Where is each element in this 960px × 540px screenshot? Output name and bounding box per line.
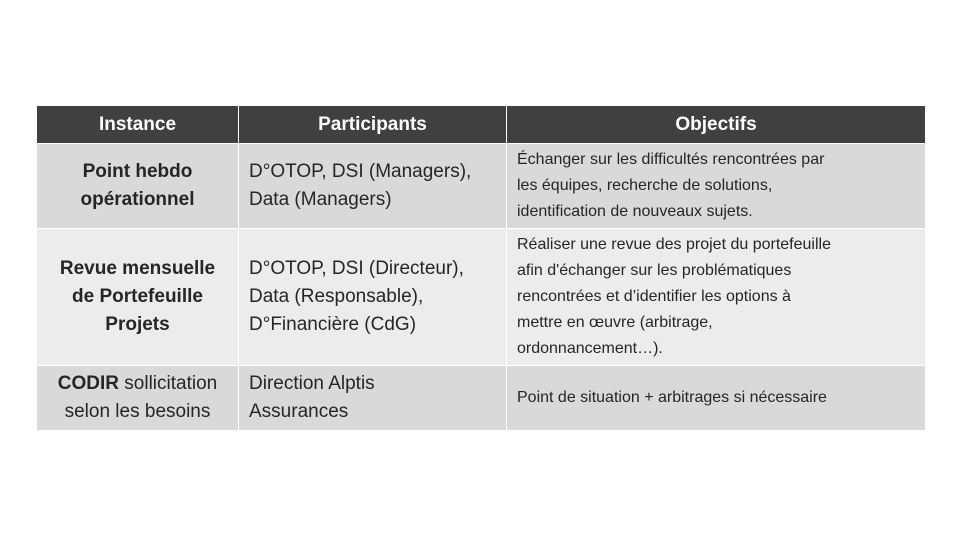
instance-regular-text: sollicitation [119, 373, 218, 394]
participants-line: Data (Managers) [249, 189, 392, 210]
objectifs-line: les équipes, recherche de solutions, [517, 177, 773, 194]
table-row [37, 229, 926, 366]
instance-line: Projets [105, 314, 170, 335]
participants-cell [239, 229, 507, 366]
table-row [37, 144, 926, 229]
instance-line: opérationnel [80, 189, 195, 210]
objectifs-cell [507, 366, 926, 431]
objectifs-line: mettre en œuvre (arbitrage, [517, 314, 713, 331]
instance-line: Revue mensuelle [59, 258, 216, 279]
participants-line: D°OTOP, DSI (Directeur), [249, 258, 464, 279]
objectifs-cell [507, 229, 926, 366]
instance-line [37, 370, 238, 398]
objectifs-line: afin d'échanger sur les problématiques [517, 262, 792, 279]
objectifs-line: identification de nouveaux sujets. [517, 203, 753, 220]
objectifs-line: Point de situation + arbitrages si nécessaire [517, 389, 827, 406]
table-row [37, 366, 926, 431]
participants-line: Assurances [249, 401, 349, 422]
header-instance: Instance [37, 106, 239, 144]
table-header-row [37, 106, 926, 144]
instance-line: de Portefeuille [72, 286, 203, 307]
header-objectifs: Objectifs [507, 106, 926, 144]
instance-cell [37, 229, 239, 366]
instance-line: selon les besoins [64, 401, 211, 422]
participants-cell [239, 366, 507, 431]
governance-table [36, 105, 926, 431]
objectifs-line: Échanger sur les difficultés rencontrées par [517, 151, 825, 168]
participants-line: D°OTOP, DSI (Managers), [249, 161, 472, 182]
objectifs-line: Réaliser une revue des projet du portefeuille [517, 236, 831, 253]
participants-cell [239, 144, 507, 229]
objectifs-line: rencontrées et d’identifier les options à [517, 288, 791, 305]
participants-line: Direction Alptis [249, 373, 375, 394]
header-participants: Participants [239, 106, 507, 144]
instance-line: Point hebdo [82, 161, 193, 182]
instance-bold-text: CODIR [57, 373, 119, 394]
instance-cell [37, 366, 239, 431]
instance-cell [37, 144, 239, 229]
participants-line: Data (Responsable), [249, 286, 424, 307]
objectifs-line: ordonnancement…). [517, 340, 663, 357]
objectifs-cell [507, 144, 926, 229]
participants-line: D°Financière (CdG) [249, 314, 417, 335]
